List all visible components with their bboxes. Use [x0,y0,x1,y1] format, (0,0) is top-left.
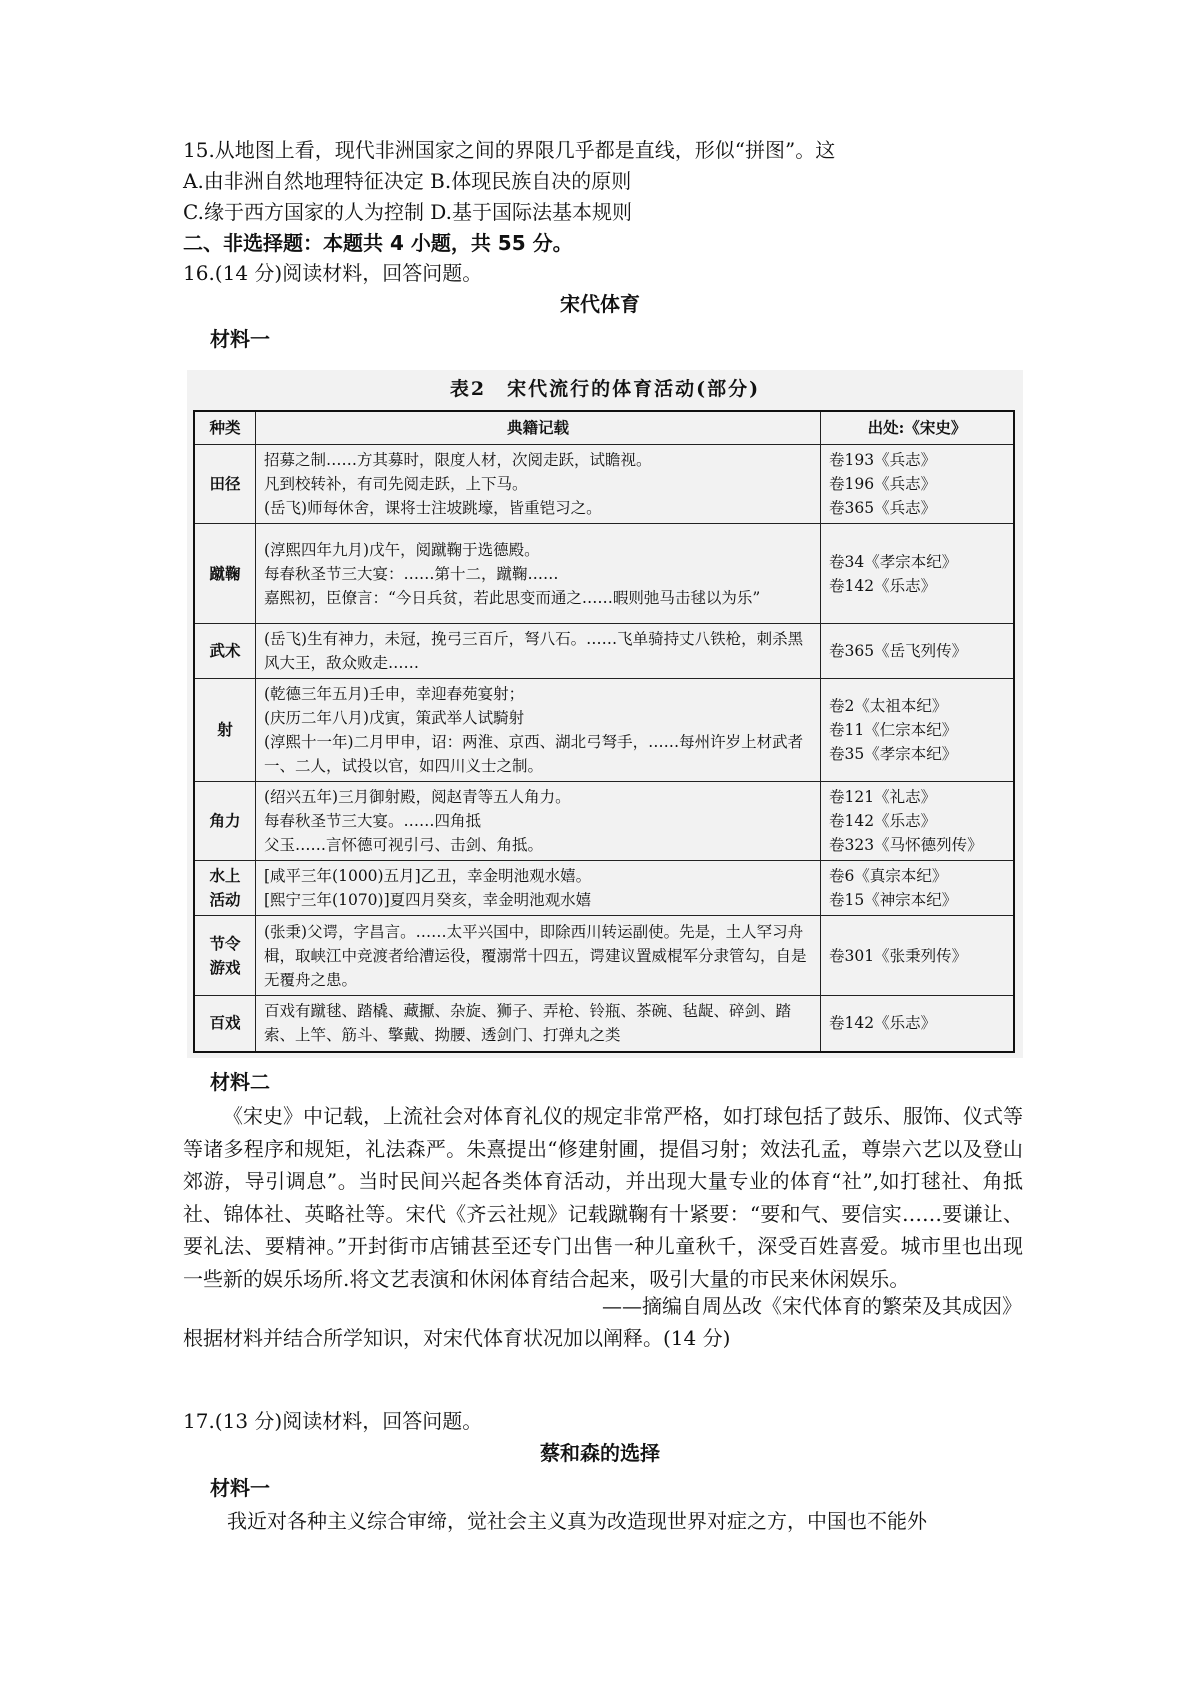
table-row [194,916,1014,996]
q15-options-ab: A.由非洲自然地理特征决定 B.体现民族自决的原则 [183,169,632,193]
row-source: 卷34《孝宗本纪》 卷142《乐志》 [821,524,1015,624]
table-header-row [194,411,1014,445]
row-source: 卷301《张秉列传》 [821,916,1015,996]
table-row [194,861,1014,916]
table-row [194,782,1014,861]
q17-intro: 17.(13 分)阅读材料，回答问题。 [183,1409,483,1433]
table-row [194,524,1014,624]
row-records: 招募之制……方其募时，限度人材，次阅走跃，试瞻视。 凡到校转补，有司先阅走跃，上下马。 (岳飞)师每休舍，课将士注坡跳壕，皆重铠习之。 [256,445,821,524]
table-row [194,996,1014,1052]
row-records: (张秉)父谔，字昌言。……太平兴国中，即除西川转运副使。先是，土人罕习舟楫，取峡江中竞渡者给漕运役，覆溺常十四五，谔建议置威棍军分隶管勾，自是无覆舟之患。 [256,916,821,996]
sports-table-figure [187,370,1023,1058]
q16-intro: 16.(14 分)阅读材料，回答问题。 [183,261,483,285]
row-category: 角力 [194,782,256,861]
row-records: (淳熙四年九月)戊午，阅蹴鞠于选德殿。 每春秋圣节三大宴：……第十二，蹴鞠…… 嘉熙初，臣僚言：“今日兵贫，若此思变而通之……暇则弛马击毬以为乐” [256,524,821,624]
q17-material1-text: 我近对各种主义综合审缔，觉社会主义真为改造现世界对症之方，中国也不能外 [227,1509,927,1533]
q16-question: 根据材料并结合所学知识，对宋代体育状况加以阐释。(14 分) [183,1326,731,1350]
header-records: 典籍记载 [256,411,821,445]
header-source: 出处:《宋史》 [821,411,1015,445]
row-source: 卷6《真宗本纪》 卷15《神宗本纪》 [821,861,1015,916]
row-records: 百戏有蹴毬、踏橇、藏擫、杂旋、狮子、弄枪、铃瓶、茶碗、毡龊、碎剑、踏索、上竿、筋斗、擎戴、拗腰、透剑门、打弹丸之类 [256,996,821,1052]
row-source: 卷121《礼志》 卷142《乐志》 卷323《马怀德列传》 [821,782,1015,861]
table-row [194,445,1014,524]
q16-material2-label: 材料二 [210,1070,270,1094]
row-category: 蹴鞠 [194,524,256,624]
q16-material1-label: 材料一 [210,327,270,351]
row-records: (岳飞)生有神力，未冠，挽弓三百斤，弩八石。……飞单骑持丈八铁枪，刺杀黑风大王，敌众败走…… [256,624,821,679]
table-caption: 表2 宋代流行的体育活动(部分) [449,378,761,400]
row-source: 卷142《乐志》 [821,996,1015,1052]
q15-stem: 15.从地图上看，现代非洲国家之间的界限几乎都是直线，形似“拼图”。这 [183,138,836,162]
row-category: 武术 [194,624,256,679]
row-source: 卷2《太祖本纪》 卷11《仁宗本纪》 卷35《孝宗本纪》 [821,679,1015,782]
q17-material1-label: 材料一 [210,1476,270,1500]
q16-title: 宋代体育 [560,292,640,316]
sports-table [193,410,1015,1053]
header-category: 种类 [194,411,256,445]
row-source: 卷193《兵志》 卷196《兵志》 卷365《兵志》 [821,445,1015,524]
row-records: (绍兴五年)三月御射殿，阅赵青等五人角力。 每春秋圣节三大宴。……四角抵 父玉……言怀德可视引弓、击剑、角抵。 [256,782,821,861]
row-category: 田径 [194,445,256,524]
q16-material2-text: 《宋史》中记载，上流社会对体育礼仪的规定非常严格，如打球包括了鼓乐、服饰、仪式等等诸多程序和规矩，礼法森严。朱熹提出“修建射圃，提倡习射；效法孔孟，尊崇六艺以及登山郊游，导引调息”。当时民间兴起各类体育活动，并出现大量专业的体育“社”,如打毬社、角抵社、锦体社、英略社等。宋代《齐云社规》记载蹴鞠有十紧要：“要和气、要信实……要谦让、要礼法、要精神。”开封街市店铺甚至还专门出售一种儿童秋千，深受百姓喜爱。城市里也出现一些新的娱乐场所.将文艺表演和休闲体育结合起来，吸引大量的市民来休闲娱乐。 [183,1104,1023,1291]
q15-options-cd: C.缘于西方国家的人为控制 D.基于国际法基本规则 [183,200,632,224]
row-category: 水上活动 [194,861,256,916]
row-records: (乾德三年五月)壬申，幸迎春苑宴射； (庆历二年八月)戊寅，策武举人试騎射 (淳熙十一年)二月甲申，诏：两淮、京西、湖北弓弩手，……每州许岁上材武者一、二人，试投以官，如四川义士之制。 [256,679,821,782]
row-source: 卷365《岳飞列传》 [821,624,1015,679]
row-category: 百戏 [194,996,256,1052]
table-row [194,624,1014,679]
section-heading: 二、非选择题：本题共 4 小题，共 55 分。 [183,231,573,255]
q17-title: 蔡和森的选择 [540,1441,660,1465]
row-category: 射 [194,679,256,782]
q16-credit: ——摘编自周丛改《宋代体育的繁荣及其成因》 [602,1294,1022,1318]
table-row [194,679,1014,782]
row-records: [咸平三年(1000)五月]乙丑，幸金明池观水嬉。 [熙宁三年(1070)]夏四月癸亥，幸金明池观水嬉 [256,861,821,916]
row-category: 节令游戏 [194,916,256,996]
